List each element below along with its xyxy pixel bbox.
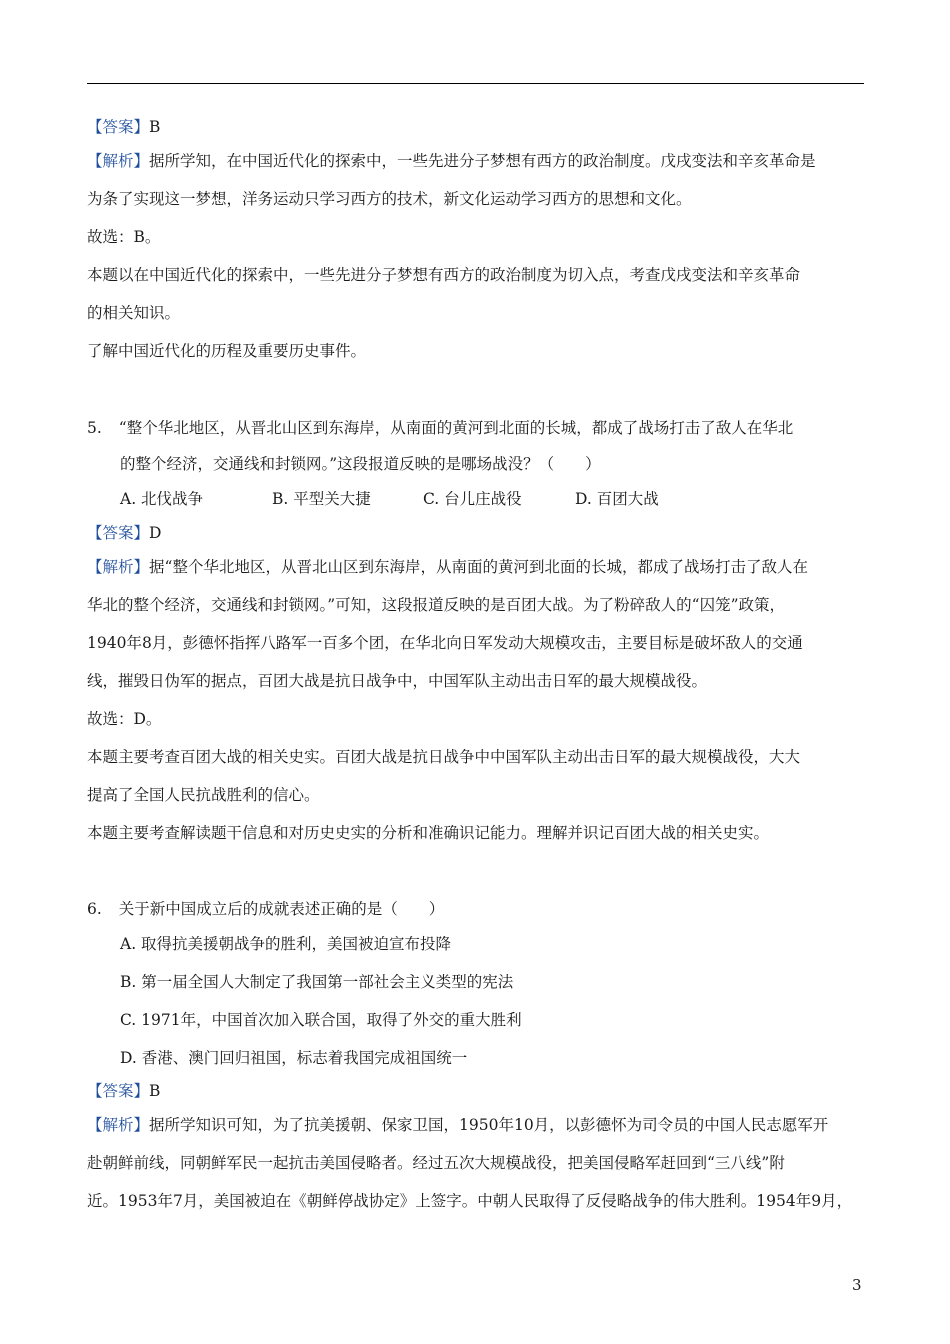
text-line: 的相关知识。 [87, 304, 181, 322]
question-5-options [120, 489, 659, 509]
analysis-tag: 【解析】 [87, 152, 150, 170]
answer-value: B [149, 1082, 161, 1100]
question-5-stem [87, 418, 793, 438]
question-5-stem-cont: 的整个经济，交通线和封锁网。”这段报道反映的是哪场战没？（ ） [120, 455, 601, 473]
analysis-text: 据“整个华北地区，从晋北山区到东海岸，从南面的黄河到北面的长城，都成了战场打击了敌人在 [149, 558, 808, 576]
text-line: 故选：D。 [87, 710, 162, 728]
option-a: A. 北伐战争 [120, 490, 204, 508]
answer-value: D [149, 524, 162, 542]
option-d: D. 百团大战 [575, 490, 659, 508]
option-c: C. 台儿庄战役 [423, 490, 522, 508]
answer-line [87, 1081, 160, 1101]
answer-line [87, 117, 160, 137]
page-number: 3 [852, 1276, 862, 1294]
question-text: “整个华北地区，从晋北山区到东海岸，从南面的黄河到北面的长城，都成了战场打击了敌人在华北 [118, 419, 794, 437]
text-line: 赴朝鲜前线，同朝鲜军民一起抗击美国侵略者。经过五次大规模战役，把美国侵略军赶回到“三八线”附 [87, 1154, 785, 1172]
text-line: 提高了全国人民抗战胜利的信心。 [87, 786, 320, 804]
text-line: 本题主要考查解读题干信息和对历史史实的分析和准确识记能力。理解并识记百团大战的相关史实。 [87, 824, 770, 842]
analysis-text: 据所学知识可知，为了抗美援朝、保家卫国，1950年10月，以彭德怀为司令员的中国人民志愿军开 [149, 1116, 829, 1134]
text-line: 了解中国近代化的历程及重要历史事件。 [87, 342, 367, 360]
text-line: 华北的整个经济，交通线和封锁网。”可知，这段报道反映的是百团大战。为了粉碎敌人的“囚笼”政策， [87, 596, 786, 614]
analysis-line [87, 151, 816, 171]
text-line: 本题以在中国近代化的探索中，一些先进分子梦想有西方的政治制度为切入点，考查戊戌变法和辛亥革命 [87, 266, 801, 284]
analysis-line [87, 1115, 828, 1135]
question-number: 6. [87, 900, 102, 918]
answer-tag: 【答案】 [87, 1082, 150, 1100]
answer-line [87, 523, 161, 543]
text-line: 近。1953年7月，美国被迫在《朝鲜停战协定》上签字。中朝人民取得了反侵略战争的伟大胜利。1954年9月， [87, 1192, 853, 1210]
text-line: 线，摧毁日伪军的据点，百团大战是抗日战争中，中国军队主动出击日军的最大规模战役。 [87, 672, 708, 690]
analysis-text: 据所学知，在中国近代化的探索中，一些先进分子梦想有西方的政治制度。戊戌变法和辛亥革命是 [149, 152, 816, 170]
question-number: 5. [87, 419, 102, 437]
answer-tag: 【答案】 [87, 118, 150, 136]
text-line: 故选：B。 [87, 228, 161, 246]
option-c: C. 1971年，中国首次加入联合国，取得了外交的重大胜利 [120, 1011, 522, 1029]
analysis-line [87, 557, 808, 577]
header-rule [87, 83, 864, 84]
answer-value: B [149, 118, 161, 136]
question-text: 关于新中国成立后的成就表述正确的是（ ） [118, 900, 445, 918]
question-6-stem [87, 899, 444, 919]
option-d: D. 香港、澳门回归祖国，标志着我国完成祖国统一 [120, 1049, 468, 1067]
answer-tag: 【答案】 [87, 524, 150, 542]
text-line: 本题主要考查百团大战的相关史实。百团大战是抗日战争中中国军队主动出击日军的最大规模战役，大大 [87, 748, 801, 766]
option-a: A. 取得抗美援朝战争的胜利，美国被迫宣布投降 [120, 935, 452, 953]
analysis-tag: 【解析】 [87, 558, 150, 576]
option-b: B. 平型关大捷 [272, 490, 371, 508]
text-line: 为条了实现这一梦想，洋务运动只学习西方的技术，新文化运动学习西方的思想和文化。 [87, 190, 692, 208]
text-line: 1940年8月，彭德怀指挥八路军一百多个团，在华北向日军发动大规模攻击，主要目标是破坏敌人的交通 [87, 634, 803, 652]
analysis-tag: 【解析】 [87, 1116, 150, 1134]
option-b: B. 第一届全国人大制定了我国第一部社会主义类型的宪法 [120, 973, 514, 991]
